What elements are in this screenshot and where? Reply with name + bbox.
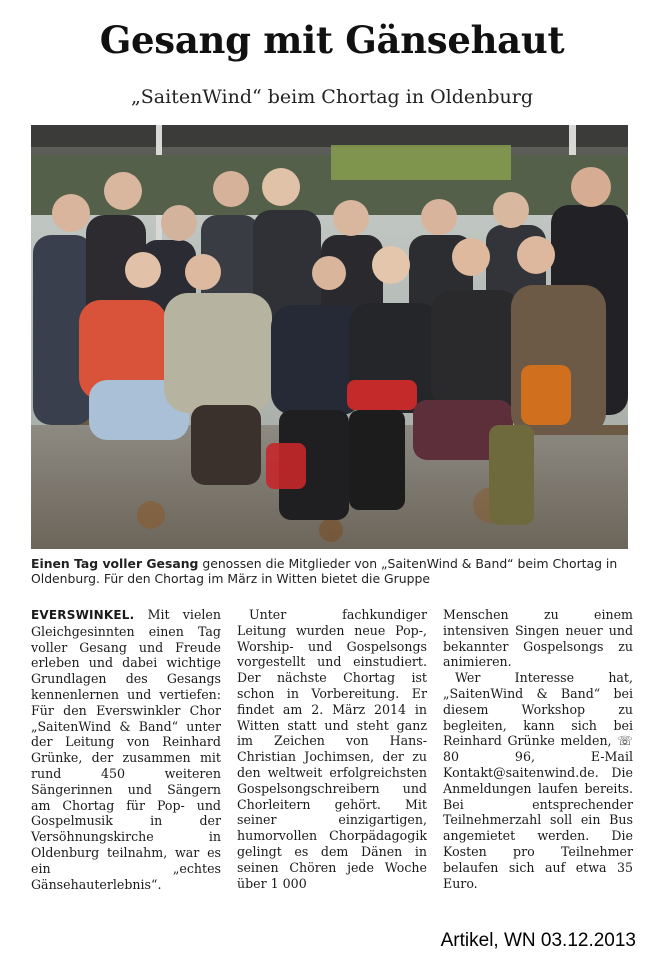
headline: Gesang mit Gänsehaut	[99, 18, 565, 62]
group-photo	[31, 125, 628, 549]
source-note: Artikel, WN 03.12.2013	[440, 930, 636, 951]
subheadline: „SaitenWind“ beim Chortag in Oldenburg	[130, 86, 534, 108]
column-3-paragraph-2: Wer Interesse hat, „SaitenWind & Band“ bei diesem Workshop zu begleiten, kann sich bei Reinhard Grünke melden, ☏ 80 96, E-Mail Kontakt@saitenwind.de. Die Anmeldungen laufen bereits. Bei entsprechender Teilnehmerzahl soll ein Bus angemietet werden. Die Kosten pro Teilnehmer belaufen sich auf etwa 35 Euro.	[443, 670, 633, 891]
dateline: EVERSWINKEL.	[31, 608, 135, 622]
column-1-text: Mit vielen Gleichgesinnten einen Tag voller Gesang und Freude erleben und dabei wichtige Grundlagen des Gesangs kennenlernen und vertiefen: Für den Everswinkler Chor „SaitenWind & Band“ unter der Leitung von Reinhard Grünke, der zusammen mit rund 450 weiteren Sängerinnen und Sängern am Chortag für Pop- und Gospelmusik in der Versöhnungskirche in Oldenburg teilnahm, war es ein „echtes Gänsehauterlebnis“.	[31, 607, 221, 892]
caption-text: genossen die Mitglieder von „SaitenWind & Band“ beim Chortag in Oldenburg. Für den Chortag im März in Witten bietet die Gruppe	[31, 556, 618, 586]
photo-caption	[31, 556, 628, 586]
article-column-2	[237, 607, 427, 891]
column-3-paragraph-1: Menschen zu einem intensiven Singen neuer und bekannter Gospelsongs zu animieren.	[443, 607, 633, 670]
article-column-3	[443, 607, 633, 891]
column-2-text: Unter fachkundiger Leitung wurden neue Pop-, Worship- und Gospelsongs vorgestellt und einstudiert. Der nächste Chortag ist schon in Vorbereitung. Er findet am 2. März 2014 in Witten statt und steht ganz im Zeichen von Hans-Christian Jochimsen, der zu den weltweit erfolgreichsten Gospelsongschreibern und Chorleitern gehört. Mit seiner einzigartigen, humorvollen Chorpädagogik gelingt es dem Dänen in seinen Chören jede Woche über 1 000	[237, 607, 427, 891]
article-column-1	[31, 607, 221, 892]
caption-lead: Einen Tag voller Gesang	[31, 556, 199, 571]
